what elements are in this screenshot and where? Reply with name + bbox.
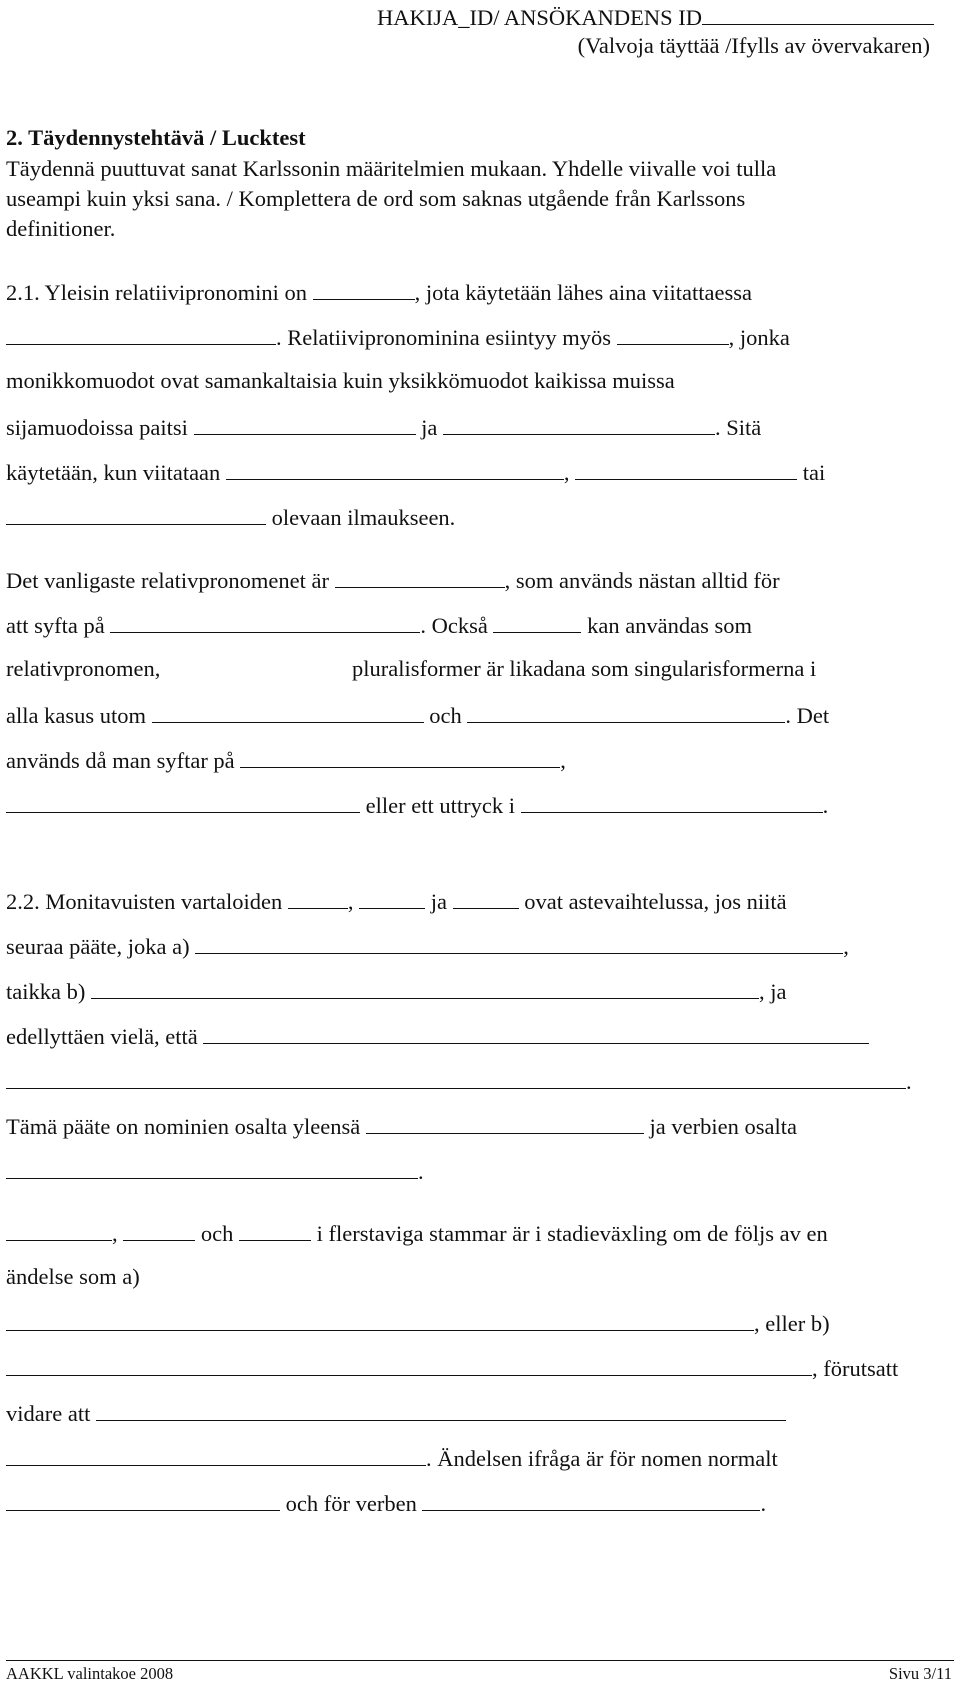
text-fragment: . Ändelsen ifråga är för nomen normalt [426,1446,778,1471]
text-line [6,277,752,306]
text-fragment: taikka b) [6,979,86,1004]
text-fragment: , [112,1221,118,1246]
text-line [6,1398,786,1427]
blank-field[interactable] [6,1156,418,1179]
text-line [6,1156,424,1185]
text-fragment: Tämä pääte on nominien osalta yleensä [6,1114,361,1139]
blank-field[interactable] [335,565,505,588]
blank-field[interactable] [493,610,581,633]
blank-field[interactable] [226,457,564,480]
text-fragment: olevaan ilmaukseen. [271,505,456,530]
text-fragment: att syfta på [6,613,105,638]
text-fragment: 2.2. Monitavuisten vartaloiden [6,889,283,914]
blank-field[interactable] [443,412,715,435]
blank-field[interactable] [521,790,823,813]
blank-field[interactable] [6,1443,426,1466]
text-line [6,976,786,1005]
text-line: relativpronomen, [6,656,161,681]
text-fragment: . [822,793,829,818]
blank-field[interactable] [617,322,729,345]
text-fragment: , eller b) [754,1311,830,1336]
text-fragment: , [843,934,849,959]
blank-field[interactable] [359,886,425,909]
text-line [6,1443,778,1472]
text-fragment: tai [802,460,826,485]
text-fragment: , jonka [728,325,790,350]
text-line [6,565,780,594]
text-fragment: alla kasus utom [6,703,146,728]
blank-field[interactable] [239,1218,311,1241]
text-fragment: , förutsatt [812,1356,899,1381]
text-fragment: . [906,1069,912,1094]
text-line [6,610,752,639]
blank-field[interactable] [6,1218,112,1241]
blank-field[interactable] [366,1111,644,1134]
text-fragment: och [429,703,462,728]
text-line [6,502,455,531]
footer-left: AAKKL valintakoe 2008 [6,1664,174,1683]
blank-field[interactable] [453,886,519,909]
text-fragment: , [563,460,570,485]
text-fragment: Det vanligaste relativpronomenet är [6,568,329,593]
text-line [6,1021,869,1050]
instruction-line: Täydennä puuttuvat sanat Karlssonin määritelmien mukaan. Yhdelle viivalle voi tulla [6,156,777,181]
text-line: pluralisformer är likadana som singularisformerna i [352,656,817,681]
blank-field[interactable] [203,1021,869,1044]
text-fragment: , jota käytetään lähes aina viitattaessa [414,280,752,305]
text-line [6,1111,797,1140]
text-fragment: seuraa pääte, joka a) [6,934,190,959]
blank-field[interactable] [195,931,843,954]
applicant-id-label: HAKIJA_ID/ ANSÖKANDENS ID [377,5,702,30]
blank-field[interactable] [6,1308,754,1331]
text-fragment: , ja [758,979,787,1004]
supervisor-note: (Valvoja täyttää /Ifylls av övervakaren) [577,33,930,58]
text-fragment: i flerstaviga stammar är i stadieväxling om de följs av en [316,1221,828,1246]
text-fragment: käytetään, kun viitataan [6,460,221,485]
text-fragment: 2.1. Yleisin relatiivipronomini on [6,280,308,305]
footer-page-number: Sivu 3/11 [888,1664,952,1683]
text-fragment: , som används nästan alltid för [504,568,780,593]
text-line [6,412,761,441]
text-fragment: , [347,889,354,914]
blank-field[interactable] [123,1218,195,1241]
text-fragment: används då man syftar på [6,748,235,773]
blank-field[interactable] [96,1398,786,1421]
text-fragment: ja verbien osalta [649,1114,797,1139]
text-fragment: . Också [420,613,488,638]
text-line [6,700,829,729]
text-line: monikkomuodot ovat samankaltaisia kuin yksikkömuodot kaikissa muissa [6,368,675,393]
text-fragment: . Relatiivipronominina esiintyy myös [276,325,611,350]
blank-field[interactable] [91,976,759,999]
text-line [6,1353,898,1382]
blank-field[interactable] [467,700,785,723]
text-line [6,1066,912,1095]
blank-field[interactable] [6,790,360,813]
blank-field[interactable] [152,700,424,723]
blank-field[interactable] [6,502,266,525]
blank-field[interactable] [6,1353,812,1376]
text-fragment: . [418,1159,424,1184]
text-fragment: sijamuodoissa paitsi [6,415,188,440]
text-fragment: vidare att [6,1401,91,1426]
text-line [6,790,828,819]
text-fragment: . Sitä [715,415,762,440]
blank-field[interactable] [240,745,560,768]
text-fragment: och för verben [285,1491,417,1516]
blank-field[interactable] [313,277,415,300]
text-line [6,1308,830,1337]
text-line [6,1218,828,1247]
blank-field[interactable] [575,457,797,480]
text-line [6,745,566,774]
text-fragment: , [560,748,566,773]
footer-divider [6,1660,954,1661]
text-line [6,322,790,351]
blank-field[interactable] [194,412,416,435]
text-fragment: edellyttäen vielä, että [6,1024,198,1049]
blank-field[interactable] [6,1488,280,1511]
blank-field[interactable] [110,610,420,633]
text-fragment: ja [421,415,438,440]
blank-field[interactable] [6,322,276,345]
text-line [6,1488,766,1517]
applicant-id-field[interactable] [702,2,934,25]
blank-field[interactable] [288,886,348,909]
text-fragment: . [760,1491,767,1516]
text-fragment: ovat astevaihtelussa, jos niitä [524,889,787,914]
text-fragment: eller ett uttryck i [365,793,515,818]
text-fragment: och [200,1221,234,1246]
instruction-line: useampi kuin yksi sana. / Komplettera de ord som saknas utgående från Karlssons [6,186,746,211]
applicant-id-line [377,2,934,31]
text-line: ändelse som a) [6,1264,140,1289]
text-fragment: kan användas som [587,613,753,638]
text-line [6,931,849,960]
text-line [6,886,787,915]
text-fragment: ja [430,889,447,914]
instruction-line: definitioner. [6,216,116,241]
text-line [6,457,825,486]
blank-field[interactable] [6,1066,906,1089]
blank-field[interactable] [422,1488,760,1511]
text-fragment: . Det [785,703,830,728]
task-title: 2. Täydennystehtävä / Lucktest [6,125,306,150]
